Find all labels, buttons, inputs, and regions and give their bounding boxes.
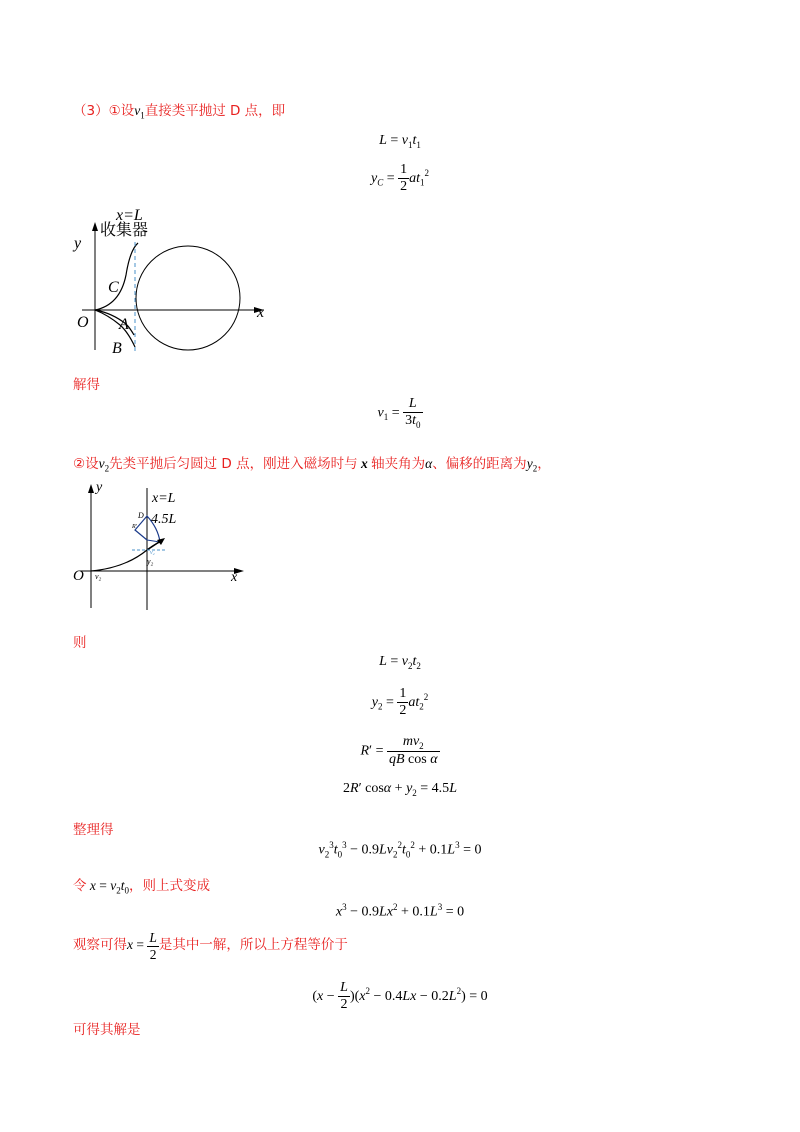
label-y: y — [96, 480, 103, 495]
label-x-eq-L: x=L — [152, 491, 176, 506]
text-zhengli: 整理得 — [73, 822, 114, 838]
label-D: D — [138, 511, 144, 520]
label-v2-arrow: v₂ — [150, 550, 155, 556]
label-y: y — [74, 235, 82, 252]
y-axis-arrow-icon — [92, 222, 98, 231]
collector-circle — [136, 246, 240, 350]
equation-factored: (x − $\frac{L}{2}$ )$(x^2 - 0.4Lx - 0.2L^2) = 0$ — [312, 980, 488, 1013]
figure-2-diagram — [70, 478, 250, 613]
label-x: x — [231, 570, 238, 585]
equation-y2: $y_2$ = $\frac{1}{2}$ $at_2^2$ — [371, 686, 429, 719]
label-origin: O — [77, 314, 89, 331]
text-line-2: ②设$v_2$先类平抛后匀圆过 D 点，刚进入磁场时与 x 轴夹角为α、偏移的距离为$y_2$， — [73, 456, 551, 474]
label-B: B — [112, 340, 122, 357]
label-x: x — [257, 304, 265, 321]
label-x-eq-L: x=L — [116, 207, 143, 224]
label-v2-axis: v₂ — [95, 572, 102, 581]
label-C: C — [108, 279, 119, 296]
trajectory-C — [95, 243, 138, 310]
label-y2: y₂ — [147, 557, 154, 566]
equation-L-v2t2: $L = v_2t_2$ — [379, 654, 421, 671]
text-line-1: （3）①设$v_1$直接类平抛过 D 点，即 — [73, 103, 286, 121]
text-ze: 则 — [73, 635, 87, 651]
label-height: 4.5L — [151, 512, 177, 527]
text-kede: 可得其解是 — [73, 1022, 141, 1038]
text-jiede: 解得 — [73, 377, 100, 393]
equation-yc: $y_C$ = $\frac{1}{2}$ $at_1^2$ — [370, 162, 430, 195]
label-collector: 收集器 — [100, 222, 149, 239]
text-ling: 令 $x = v_2t_0$，则上式变成 — [73, 878, 211, 896]
equation-L-v1t1: $L = v_1t_1$ — [379, 133, 421, 150]
figure-1-diagram — [68, 200, 278, 365]
equation-geometry: 2R′ $\cos\alpha + y_2 = 4.5L$ — [343, 781, 457, 798]
text-guancha: 观察可得x = $\frac{L}{2}$ 是其中一解，所以上方程等价于 — [73, 930, 348, 962]
label-origin: O — [73, 568, 84, 584]
equation-cubic-x: $x^3 - 0.9Lx^2 + 0.1L^3 = 0$ — [335, 902, 465, 920]
label-R: R' — [132, 524, 137, 530]
equation-cubic-v2: $v_2^3t_0^3 - 0.9Lv_2^2t_0^2 + 0.1L^3 = 0$ — [318, 840, 482, 860]
label-A: A — [119, 316, 129, 333]
y-axis-arrow-icon — [88, 484, 94, 493]
equation-v1: $v_1$ = $\frac{L}{3t_0}$ — [377, 396, 421, 430]
equation-R: R′ = $\frac{mv_2}{\text{qB cos α}}$ — [360, 734, 438, 768]
